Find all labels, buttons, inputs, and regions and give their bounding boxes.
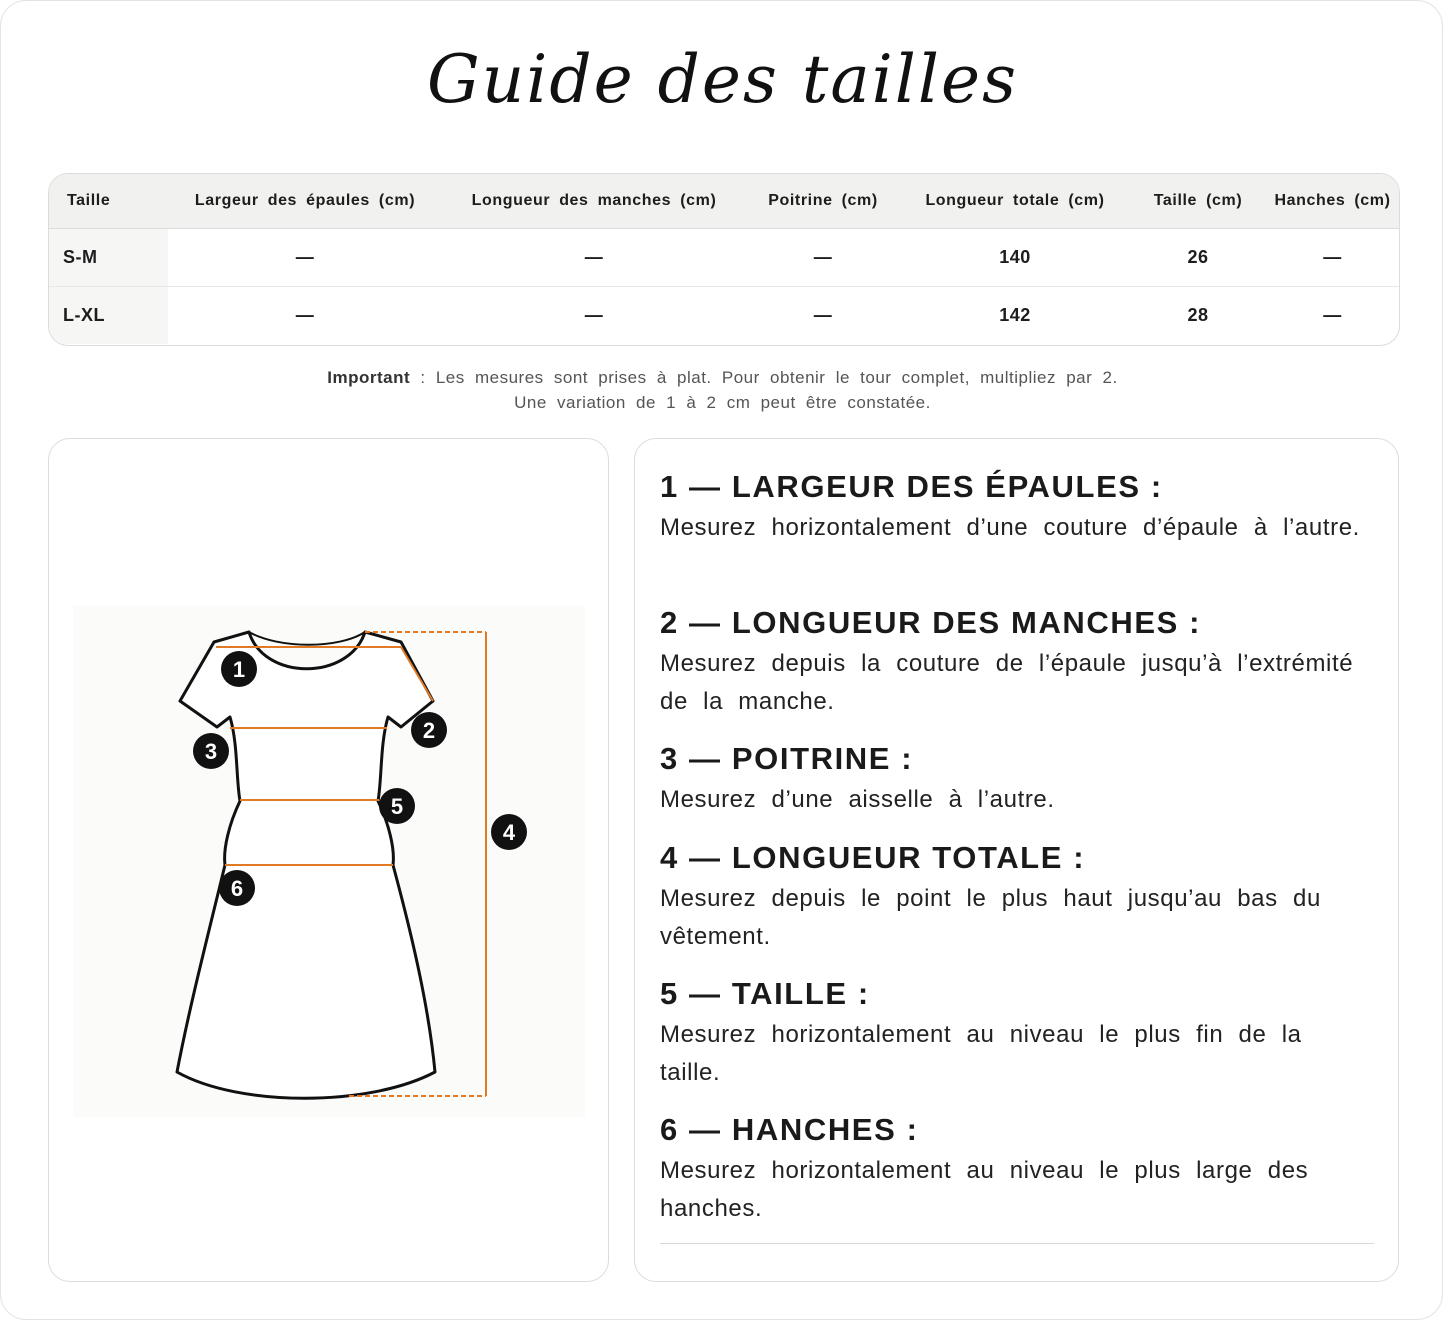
measure-heading: 2 — LONGUEUR DES MANCHES : <box>660 605 1202 640</box>
marker-label: 5 <box>390 794 404 819</box>
marker-3 <box>193 733 229 769</box>
note-text-1: : Les mesures sont prises à plat. Pour obtenir le tour complet, multipliez par 2. <box>410 368 1118 387</box>
cell-shoulder: — <box>295 246 315 267</box>
measure-item-hips <box>660 1110 1375 1228</box>
measure-body: Mesurez horizontalement au niveau le plus large des hanches. <box>660 1157 1309 1222</box>
dress-diagram <box>49 439 610 1283</box>
measure-item-chest <box>660 739 1375 819</box>
cell-waist: 26 <box>1187 246 1209 267</box>
size-table-card <box>48 173 1400 346</box>
cell-sleeve: — <box>584 246 604 267</box>
col-header-sleeve: Longueur des manches (cm) <box>442 174 746 228</box>
cell-size: S-M <box>49 228 168 286</box>
cell-size: L-XL <box>49 286 168 344</box>
note-line-1 <box>1 365 1444 390</box>
measure-body: Mesurez depuis le point le plus haut jusqu’au bas du vêtement. <box>660 885 1321 950</box>
measure-item-sleeves <box>660 603 1375 721</box>
measure-item-shoulders <box>660 467 1375 547</box>
col-header-size: Taille <box>49 174 168 228</box>
marker-label: 2 <box>422 718 436 743</box>
marker-2 <box>411 712 447 748</box>
measure-instructions-card <box>634 438 1399 1282</box>
marker-label: 1 <box>232 657 246 682</box>
marker-5 <box>379 788 415 824</box>
marker-6 <box>219 870 255 906</box>
col-header-waist: Taille (cm) <box>1130 174 1266 228</box>
col-header-length: Longueur totale (cm) <box>900 174 1130 228</box>
table-header-row <box>49 174 1399 228</box>
measure-body: Mesurez d’une aisselle à l’autre. <box>660 786 1055 813</box>
cell-hips: — <box>1323 246 1342 267</box>
measure-heading: 4 — LONGUEUR TOTALE : <box>660 840 1086 875</box>
marker-1 <box>221 651 257 687</box>
table-row <box>49 228 1399 286</box>
measure-body: Mesurez horizontalement au niveau le plus fin de la taille. <box>660 1021 1302 1086</box>
cell-chest: — <box>746 286 900 344</box>
cell-length: 142 <box>900 286 1130 344</box>
note-line-2: Une variation de 1 à 2 cm peut être constatée. <box>514 393 931 412</box>
col-header-hips: Hanches (cm) <box>1266 174 1399 228</box>
cell-waist: 28 <box>1130 286 1266 344</box>
measure-body: Mesurez depuis la couture de l’épaule jusqu’à l’extrémité de la manche. <box>660 650 1354 715</box>
neckline <box>249 632 365 645</box>
measure-item-waist <box>660 974 1375 1092</box>
marker-4 <box>491 814 527 850</box>
cell-chest: — <box>813 246 833 267</box>
measure-body: Mesurez horizontalement d’une couture d’épaule à l’autre. <box>660 514 1360 541</box>
cell-sleeve: — <box>442 286 746 344</box>
measure-item-length <box>660 838 1375 956</box>
cell-hips: — <box>1266 286 1399 344</box>
table-row <box>49 286 1399 344</box>
marker-label: 6 <box>230 876 244 901</box>
cell-length: 140 <box>999 246 1031 267</box>
marker-label: 3 <box>204 739 218 764</box>
dress-diagram-card <box>48 438 609 1282</box>
marker-label: 4 <box>502 820 516 845</box>
size-table <box>49 174 1399 344</box>
col-header-shoulder: Largeur des épaules (cm) <box>168 174 442 228</box>
divider <box>660 1243 1374 1244</box>
measure-heading: 3 — POITRINE : <box>660 741 914 776</box>
note-label: Important <box>327 368 411 387</box>
measurement-note <box>1 365 1444 415</box>
measure-heading: 5 — TAILLE : <box>660 976 870 1011</box>
measure-heading: 1 — LARGEUR DES ÉPAULES : <box>660 469 1163 504</box>
measure-heading: 6 — HANCHES : <box>660 1112 919 1147</box>
page-title: Guide des tailles <box>427 41 1018 118</box>
cell-shoulder: — <box>168 286 442 344</box>
col-header-chest: Poitrine (cm) <box>746 174 900 228</box>
